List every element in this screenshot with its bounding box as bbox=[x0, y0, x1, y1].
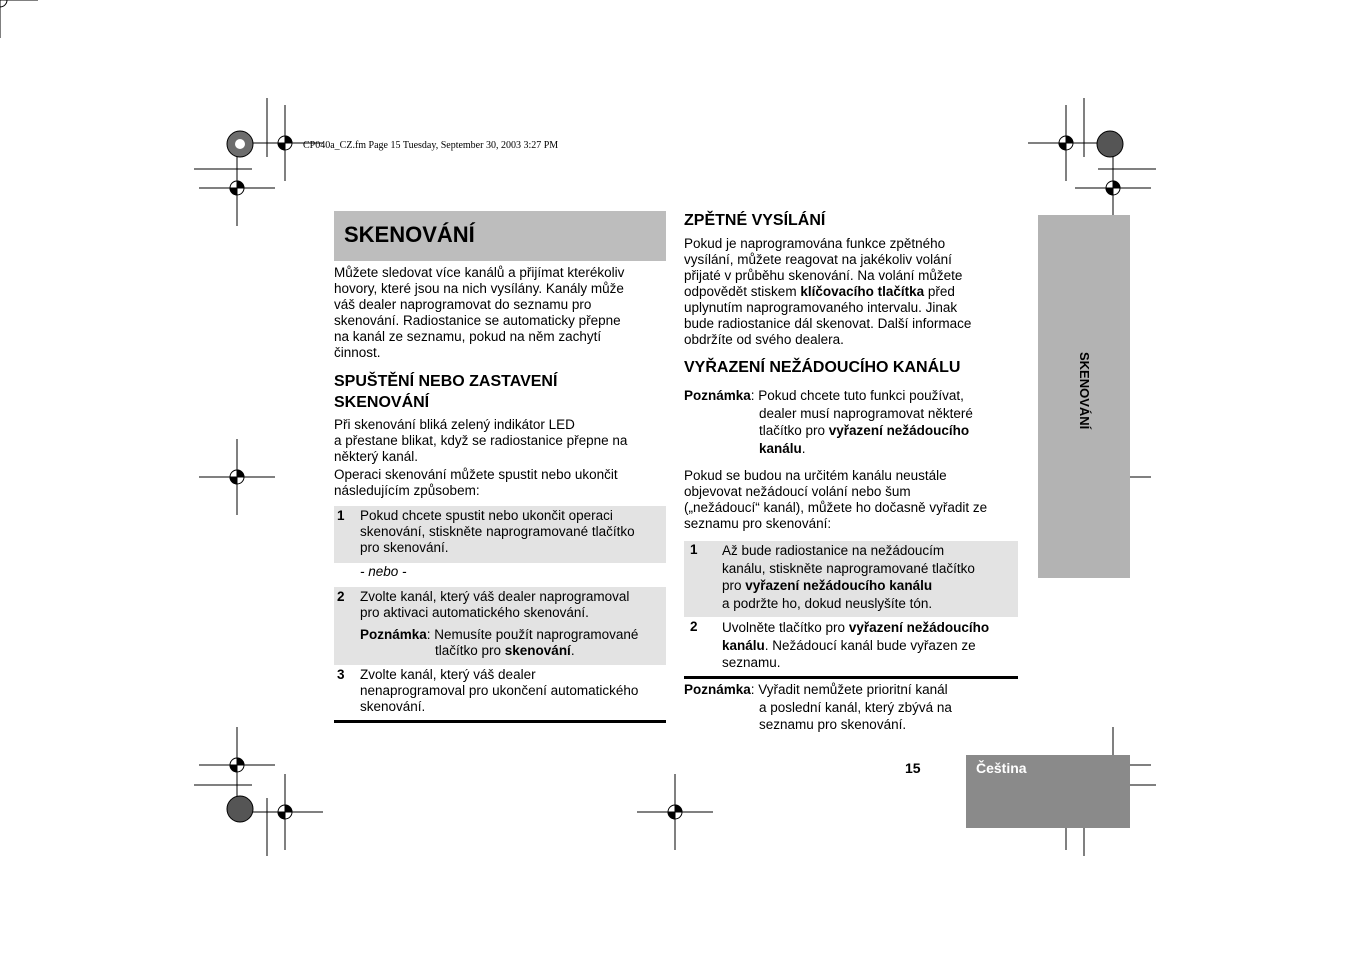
step-bold: vyřazení nežádoucího bbox=[848, 620, 990, 635]
step-line: Pokud chcete spustit nebo ukončit operaci bbox=[360, 508, 613, 523]
step-line: pro skenování. bbox=[360, 540, 449, 555]
para-line: následujícím způsobem: bbox=[334, 483, 480, 498]
end-rule bbox=[334, 720, 666, 723]
or-separator: - nebo - bbox=[360, 564, 407, 579]
intro-line: skenování. Radiostanice se automaticky přepne bbox=[334, 313, 621, 328]
intro-line: Můžete sledovat více kanálů a přijímat kterékoliv bbox=[334, 265, 625, 280]
intro-line: na kanál ze seznamu, pokud na něm zachytí bbox=[334, 329, 602, 344]
intro-paragraph bbox=[334, 265, 666, 361]
para-line: Pokud se budou na určitém kanálu neustále bbox=[684, 468, 947, 483]
operation-paragraph bbox=[334, 467, 618, 499]
step-number: 2 bbox=[690, 619, 698, 634]
note-text: . bbox=[801, 440, 806, 456]
language-footer bbox=[966, 755, 1130, 828]
led-paragraph bbox=[334, 417, 627, 465]
chapter-title: SKENOVÁNÍ bbox=[344, 222, 475, 247]
para-line: Pokud je naprogramována funkce zpětného bbox=[684, 236, 946, 251]
note-text: tlačítko pro bbox=[759, 423, 829, 438]
step-line: nenaprogramoval pro ukončení automatického bbox=[360, 683, 639, 698]
step-line: skenování. bbox=[360, 699, 426, 714]
section-heading-start-stop bbox=[334, 371, 557, 413]
note-text: : Pokud chcete tuto funkci používat, bbox=[750, 388, 964, 403]
step-number: 1 bbox=[690, 542, 698, 557]
intro-line: činnost. bbox=[334, 345, 381, 360]
file-info-header: CP040a_CZ.fm Page 15 Tuesday, September 30, 2003 3:27 PM bbox=[303, 140, 559, 151]
intro-line: váš dealer naprogramovat do seznamu pro bbox=[334, 297, 592, 312]
note-text: . bbox=[570, 643, 575, 658]
note-text: dealer musí naprogramovat některé bbox=[759, 405, 973, 421]
para-line: některý kanál. bbox=[334, 449, 419, 464]
note-text: seznamu pro skenování. bbox=[759, 717, 907, 732]
step-bold: vyřazení nežádoucího kanálu bbox=[745, 578, 933, 593]
note-bold: vyřazení nežádoucího bbox=[828, 423, 970, 438]
step-line: Zvolte kanál, který váš dealer naprogramoval bbox=[360, 589, 630, 604]
heading-line: SKENOVÁNÍ bbox=[334, 394, 430, 411]
step-line: Až bude radiostanice na nežádoucím bbox=[722, 543, 945, 558]
para-text: před bbox=[924, 284, 955, 299]
note-text: : Nemusíte použít naprogramované bbox=[426, 627, 639, 642]
language-label: Čeština bbox=[976, 760, 1027, 776]
step-line: kanálu, stiskněte naprogramované tlačítko bbox=[722, 560, 975, 576]
step-text: . Nežádoucí kanál bude vyřazen ze bbox=[764, 637, 976, 653]
step-number: 1 bbox=[337, 508, 345, 523]
note-bold: skenování bbox=[504, 643, 571, 658]
para-line: („nežádoucí“ kanál), můžete ho dočasně vyřadit ze bbox=[684, 500, 988, 515]
step-line: a podržte ho, dokud neuslyšíte tón. bbox=[722, 595, 933, 611]
nuisance-paragraph bbox=[684, 468, 987, 532]
page-number: 15 bbox=[905, 760, 921, 776]
side-tab bbox=[1038, 215, 1130, 578]
section-heading-talkback: ZPĚTNÉ VYSÍLÁNÍ bbox=[684, 212, 826, 229]
para-line: a přestane blikat, když se radiostanice přepne na bbox=[334, 433, 628, 448]
para-line: uplynutím naprogramovaného intervalu. Jinak bbox=[684, 300, 958, 315]
step-number: 2 bbox=[337, 589, 345, 604]
para-line: Při skenování bliká zelený indikátor LED bbox=[334, 417, 575, 432]
step-number: 3 bbox=[337, 667, 345, 682]
para-line: vysílání, můžete reagovat na jakékoliv volání bbox=[684, 252, 952, 267]
step-line: seznamu. bbox=[722, 655, 781, 670]
intro-line: hovory, které jsou na nich vysílány. Kanály může bbox=[334, 281, 624, 296]
para-bold: klíčovacího tlačítka bbox=[800, 284, 925, 299]
step-text: Uvolněte tlačítko pro bbox=[722, 620, 849, 635]
section-heading-nuisance: VYŘAZENÍ NEŽÁDOUCÍHO KANÁLU bbox=[684, 359, 961, 376]
step-line: skenování, stiskněte naprogramované tlačítko bbox=[360, 524, 635, 539]
talkback-paragraph bbox=[684, 236, 971, 348]
priority-note bbox=[684, 681, 952, 734]
para-line: obdržíte od svého dealera. bbox=[684, 332, 844, 347]
para-line: přijaté v průběhu skenování. Na volání můžete bbox=[684, 268, 963, 283]
step-text: pro bbox=[722, 578, 746, 593]
side-tab-label: SKENOVÁNÍ bbox=[1077, 352, 1092, 430]
para-text: odpovědět stiskem bbox=[684, 284, 801, 299]
note-label: Poznámka bbox=[684, 388, 751, 403]
para-line: objevovat nežádoucí volání nebo šum bbox=[684, 484, 911, 499]
end-rule bbox=[684, 676, 1018, 679]
step-line: Zvolte kanál, který váš dealer bbox=[360, 667, 536, 682]
chapter-title-band bbox=[334, 211, 666, 261]
para-line: bude radiostanice dál skenovat. Další informace bbox=[684, 316, 972, 331]
note-text: tlačítko pro bbox=[435, 643, 505, 658]
note-label: Poznámka bbox=[360, 627, 427, 642]
note-text: : Vyřadit nemůžete prioritní kanál bbox=[750, 682, 948, 697]
para-line: seznamu pro skenování: bbox=[684, 516, 832, 531]
para-line: Operaci skenování můžete spustit nebo ukončit bbox=[334, 467, 618, 482]
nuisance-step-2-box bbox=[684, 619, 1018, 675]
step-line: pro aktivaci automatického skenování. bbox=[360, 605, 589, 620]
step-2-note bbox=[360, 627, 638, 659]
note-label: Poznámka bbox=[684, 682, 751, 697]
note-text: a poslední kanál, který zbývá na bbox=[759, 699, 952, 715]
step-1-box bbox=[334, 506, 666, 563]
nuisance-step-1-box bbox=[684, 541, 1018, 617]
step-2-box bbox=[334, 587, 666, 665]
step-3-box bbox=[334, 667, 666, 719]
note-bold: kanálu bbox=[759, 440, 802, 456]
step-bold: kanálu bbox=[722, 637, 765, 653]
heading-line: SPUŠTĚNÍ NEBO ZASTAVENÍ bbox=[334, 373, 558, 390]
nuisance-note bbox=[684, 387, 973, 457]
